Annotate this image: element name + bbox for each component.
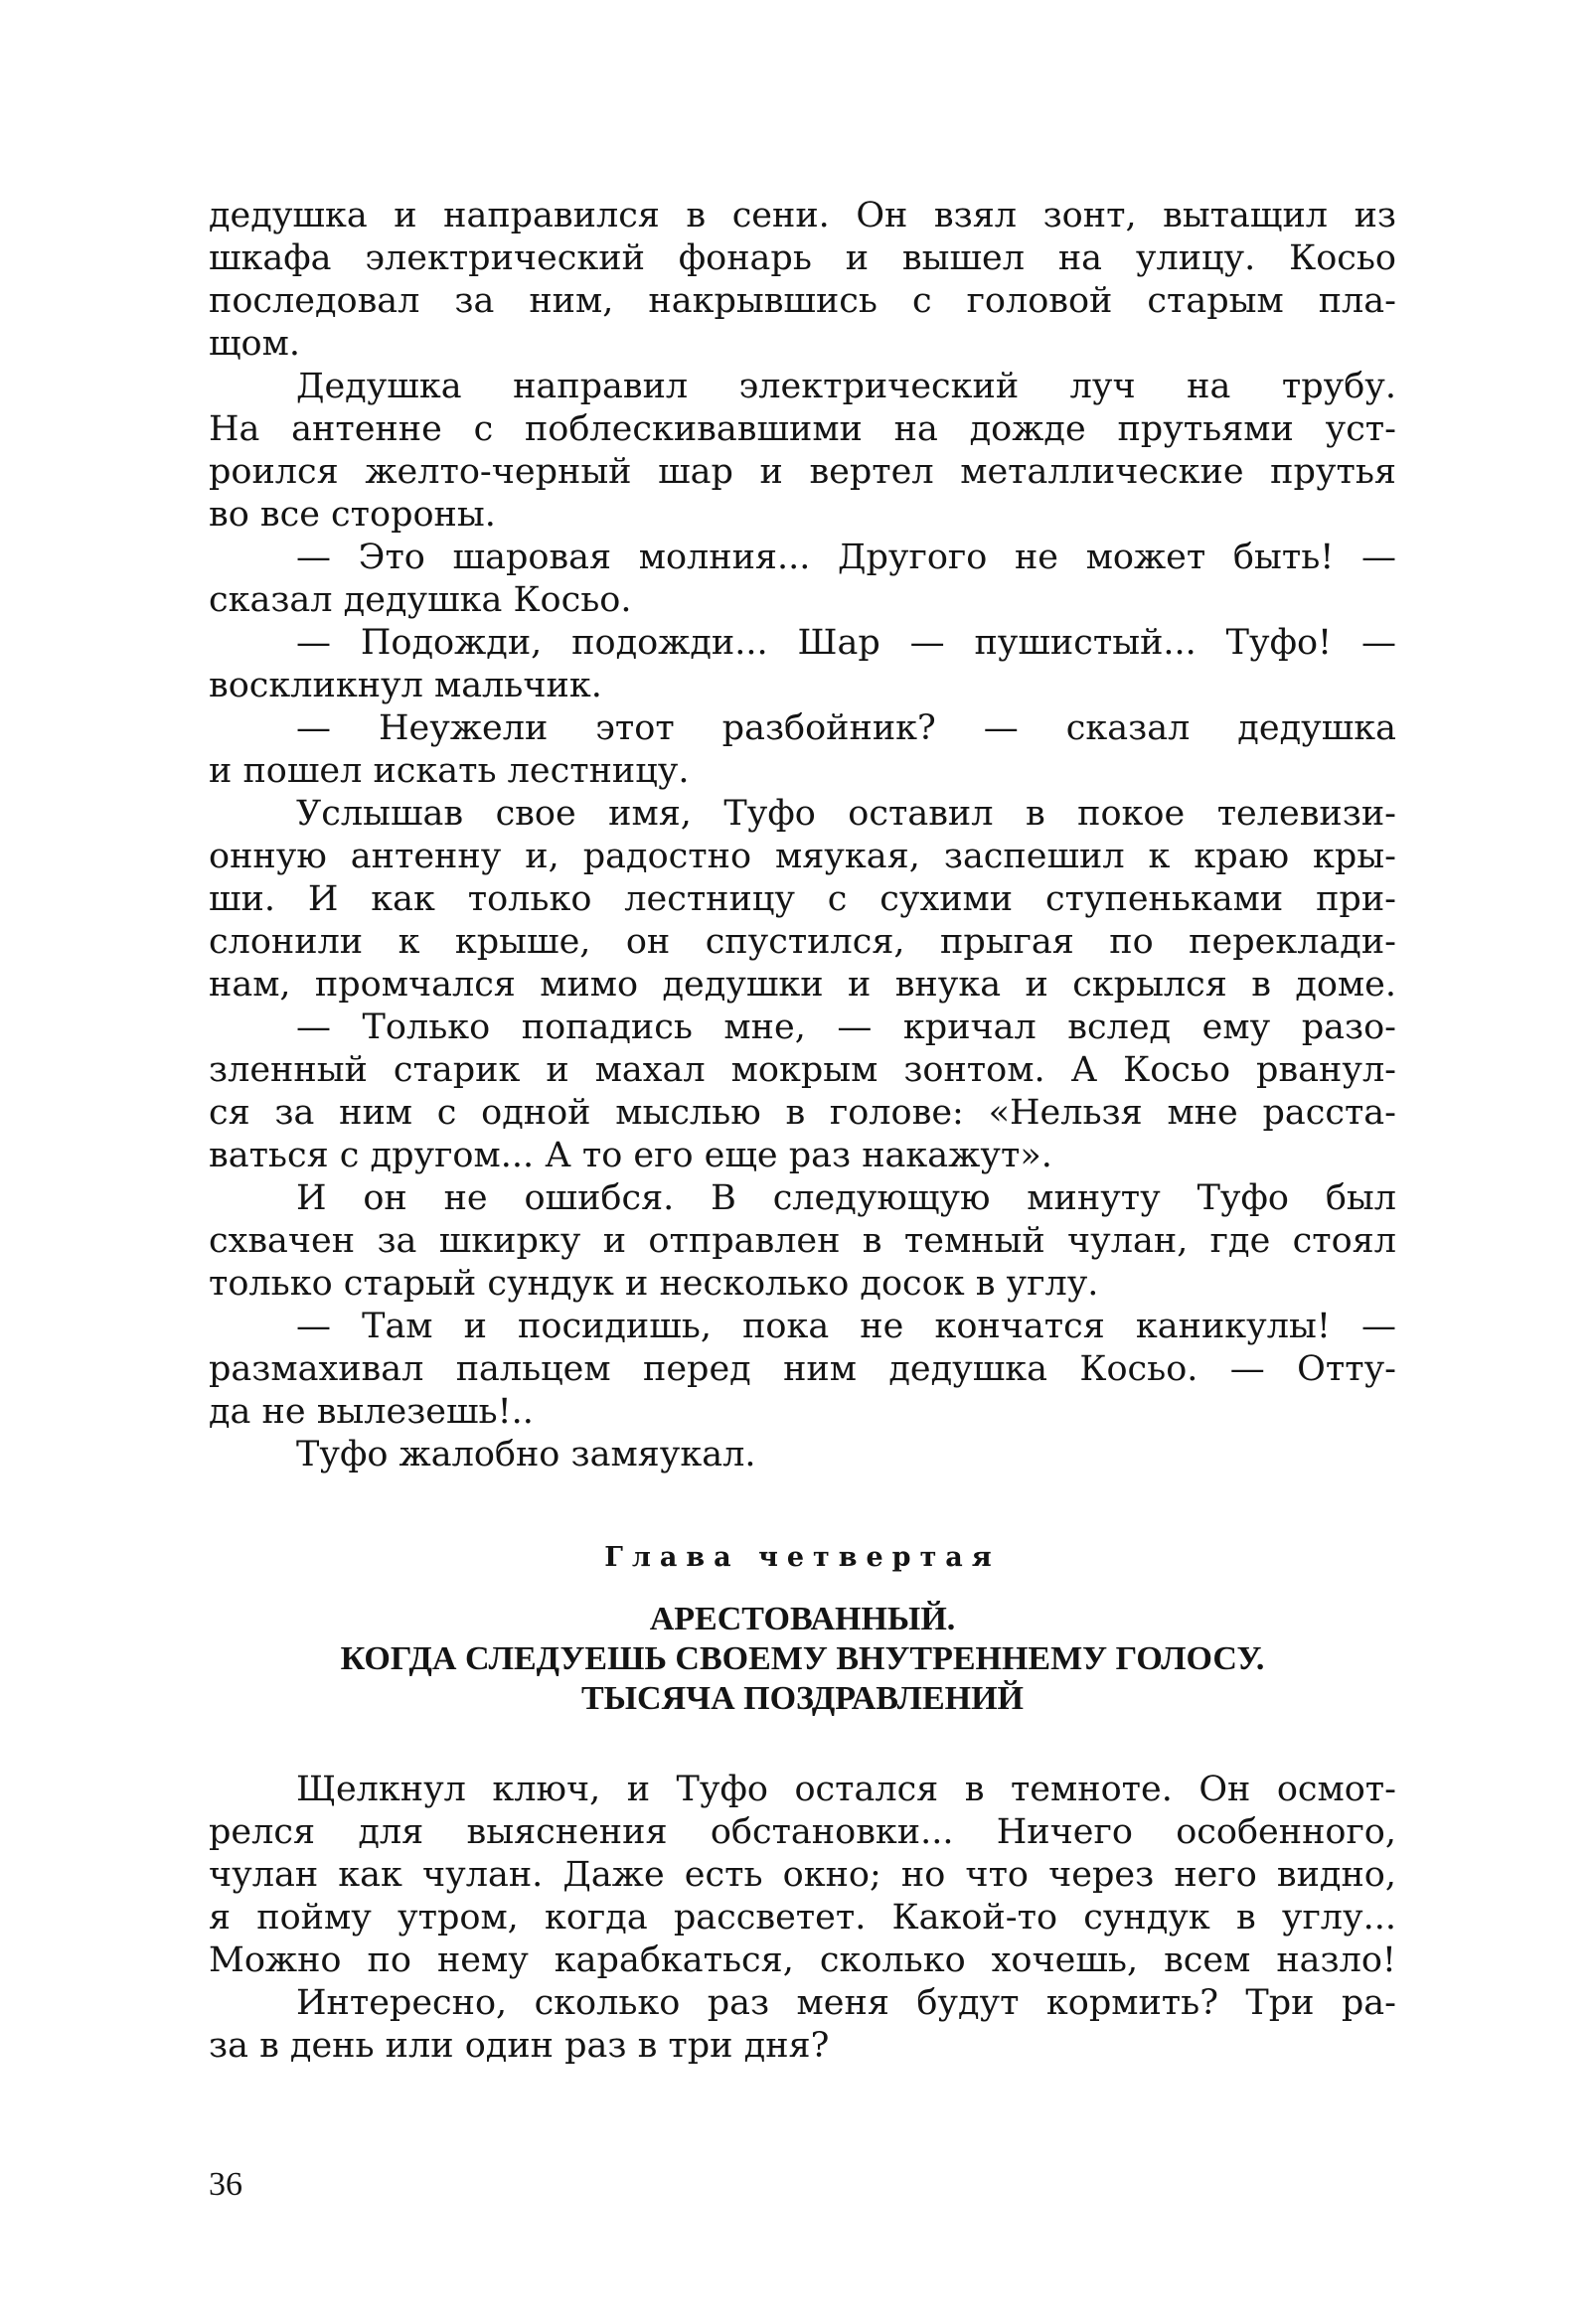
text-line: Щелкнул ключ, и Туфо остался в темноте. Он осмот- (296, 1770, 1396, 1809)
chapter-title-line-3: ТЫСЯЧА ПОЗДРАВЛЕНИЙ (580, 1680, 1025, 1717)
text-line: роился желто-черный шар и вертел металлические прутья (209, 452, 1396, 492)
text-line: последовал за ним, накрывшись с головой старым пла- (209, 281, 1396, 321)
text-line: слонили к крыше, он спустился, прыгая по переклади- (209, 922, 1396, 962)
text-line: шкафа электрический фонарь и вышел на улицу. Косьо (209, 238, 1396, 278)
chapter-title-line-1: АРЕСТОВАННЫЙ. (649, 1601, 956, 1637)
text-line: во все стороны. (209, 495, 496, 535)
text-line: чулан как чулан. Даже есть окно; но что через него видно, (209, 1855, 1396, 1895)
text-line: я пойму утром, когда рассветет. Какой-то сундук в углу... (209, 1898, 1396, 1937)
chapter-label: Глава четвертая (604, 1542, 1001, 1573)
text-line: ся за ним с одной мыслью в голове: «Нельзя мне расста- (209, 1093, 1396, 1133)
text-line: щом. (209, 324, 300, 364)
text-line: — Там и посидишь, пока не кончатся каникулы! — (296, 1307, 1396, 1346)
text-line: воскликнул мальчик. (209, 666, 602, 705)
page-number: 36 (209, 2166, 242, 2203)
chapter-title (209, 1600, 1396, 1719)
text-line: Услышав свое имя, Туфо оставил в покое телевизи- (296, 794, 1396, 834)
text-line: Можно по нему карабкаться, сколько хочешь, всем назло! (209, 1940, 1396, 1980)
text-line: размахивал пальцем перед ним дедушка Косьо. — Отту- (209, 1349, 1396, 1389)
text-line: Туфо жалобно замяукал. (296, 1435, 756, 1474)
text-line: и пошел искать лестницу. (209, 751, 690, 791)
text-line: дедушка и направился в сени. Он взял зонт, вытащил из (209, 196, 1396, 235)
text-line: На антенне с поблескивавшими на дожде прутьями уст- (209, 409, 1396, 449)
text-line: нам, промчался мимо дедушки и внука и скрылся в доме. (209, 965, 1396, 1005)
text-line: релся для выяснения обстановки... Ничего особенного, (209, 1812, 1396, 1852)
text-line: — Подожди, подожди... Шар — пушистый... Туфо! — (296, 623, 1396, 663)
text-line: сказал дедушка Косьо. (209, 580, 632, 620)
text-line: только старый сундук и несколько досок в углу. (209, 1264, 1099, 1304)
text-line: ваться с другом... А то его еще раз накажут». (209, 1136, 1052, 1175)
text-line: онную антенну и, радостно мяукая, заспешил к краю кры- (209, 837, 1396, 876)
text-line: Интересно, сколько раз меня будут кормить? Три ра- (296, 1983, 1396, 2023)
text-line: схвачен за шкирку и отправлен в темный чулан, где стоял (209, 1221, 1396, 1261)
text-line: за в день или один раз в три дня? (209, 2026, 830, 2066)
page-content (209, 195, 1396, 2068)
text-line: — Это шаровая молния... Другого не может быть! — (296, 538, 1396, 577)
section-continuation (209, 195, 1396, 1476)
text-line: Дедушка направил электрический луч на трубу. (296, 367, 1396, 406)
text-line: — Только попадись мне, — кричал вслед ему разо- (296, 1007, 1396, 1047)
text-line: — Неужели этот разбойник? — сказал дедушка (296, 708, 1396, 748)
text-line: зленный старик и махал мокрым зонтом. А Косьо рванул- (209, 1050, 1396, 1090)
chapter-title-line-2: КОГДА СЛЕДУЕШЬ СВОЕМУ ВНУТРЕННЕМУ ГОЛОСУ. (340, 1640, 1265, 1677)
text-line: ши. И как только лестницу с сухими ступеньками при- (209, 879, 1396, 919)
chapter-body (209, 1769, 1396, 2068)
text-line: да не вылезешь!.. (209, 1392, 534, 1432)
text-line: И он не ошибся. В следующую минуту Туфо был (296, 1178, 1396, 1218)
